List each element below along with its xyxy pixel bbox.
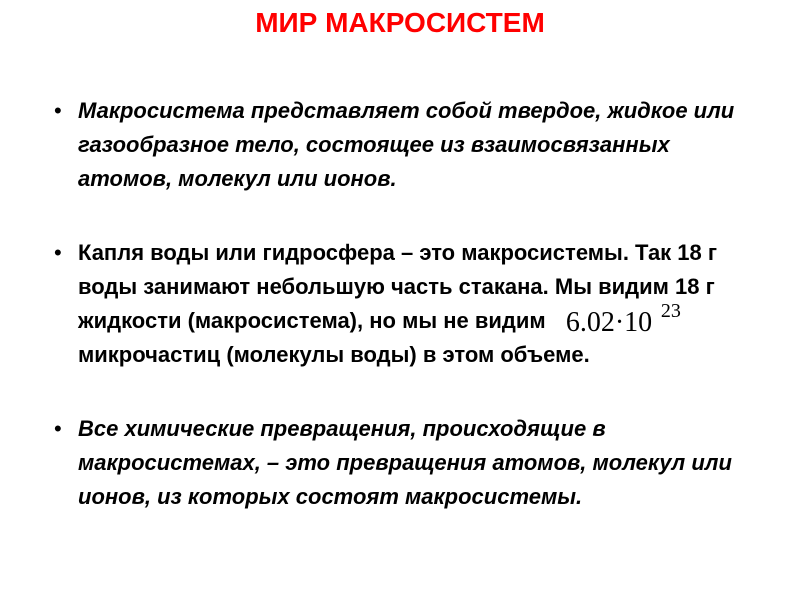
bullet-dot-icon: •	[54, 98, 62, 123]
bullet-text: Макросистема представляет собой твердое, жидкое или газообразное тело, состоящее из взаимосвязанных атомов, молекул или ионов.	[78, 98, 735, 191]
bullet-dot-icon: •	[54, 416, 62, 441]
bullet-item-water-example	[44, 236, 744, 372]
avogadro-formula	[565, 300, 681, 338]
bullet-item-chemical-transformations	[44, 412, 744, 514]
bullet-list	[44, 94, 744, 554]
formula-exponent: 23	[660, 300, 681, 322]
bullet-text-before-formula: Капля воды или гидросфера – это макросистемы. Так 18 г воды занимают небольшую часть стакана. Мы видим 18 г жидкости (макросистема), но мы не видим	[78, 240, 718, 333]
bullet-dot-icon: •	[54, 240, 62, 265]
formula-base: 6.02·10	[565, 307, 653, 338]
bullet-text-after-formula: микрочастиц (молекулы воды) в этом объеме.	[78, 342, 590, 367]
bullet-text: Все химические превращения, происходящие в макросистемах, – это превращения атомов, молекул или ионов, из которых состоят макросистемы.	[78, 416, 732, 509]
bullet-item-definition	[44, 94, 744, 196]
slide-title: МИР МАКРОСИСТЕМ	[255, 7, 545, 38]
